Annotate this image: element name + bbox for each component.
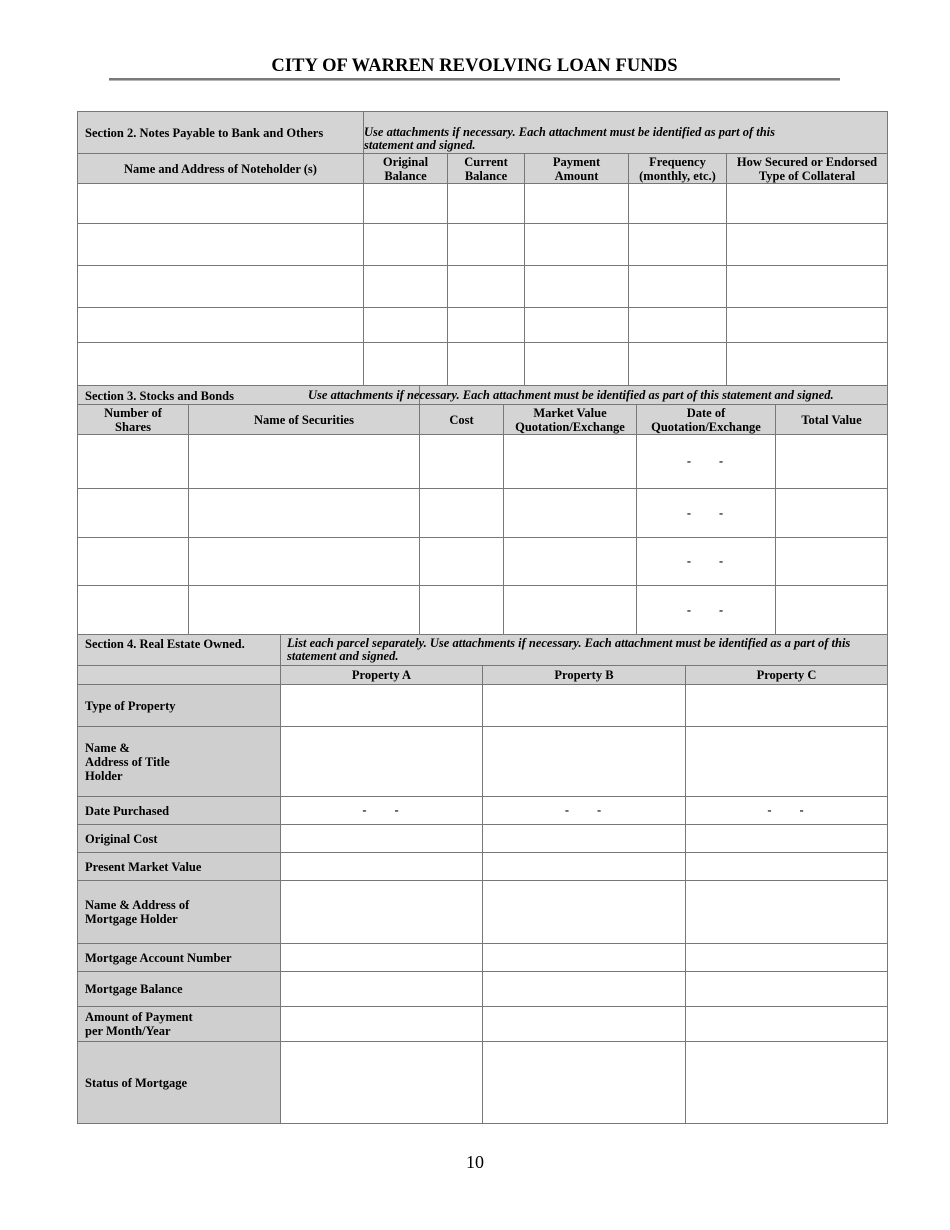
property-b-date-field[interactable]: - - <box>483 797 686 825</box>
property-a-field[interactable] <box>281 1007 483 1042</box>
cost-field[interactable] <box>420 586 504 635</box>
market-value-field[interactable] <box>504 435 637 489</box>
current-balance-field[interactable] <box>448 184 525 224</box>
original-balance-field[interactable] <box>364 308 448 343</box>
table-row <box>78 797 888 825</box>
section3-note <box>308 386 888 405</box>
row-label-title-holder: Name & Address of Title Holder <box>78 727 281 797</box>
page-title: CITY OF WARREN REVOLVING LOAN FUNDS <box>271 56 678 76</box>
property-c-date-field[interactable]: - - <box>686 797 888 825</box>
property-b-field[interactable] <box>483 944 686 972</box>
secured-field[interactable] <box>727 308 888 343</box>
payment-amount-field[interactable] <box>525 184 629 224</box>
property-a-field[interactable] <box>281 1042 483 1124</box>
frequency-field[interactable] <box>629 266 727 308</box>
market-value-field[interactable] <box>504 489 637 538</box>
market-value-field[interactable] <box>504 586 637 635</box>
date-field[interactable]: - - <box>637 586 776 635</box>
property-c-field[interactable] <box>686 1007 888 1042</box>
table-row <box>78 489 888 538</box>
property-c-field[interactable] <box>686 685 888 727</box>
row-label-date-purchased: Date Purchased <box>78 797 281 825</box>
cost-field[interactable] <box>420 489 504 538</box>
property-a-field[interactable] <box>281 853 483 881</box>
cost-field[interactable] <box>420 538 504 586</box>
cost-field[interactable] <box>420 435 504 489</box>
section4-title: Section 4. Real Estate Owned. <box>78 635 281 666</box>
row-label-status: Status of Mortgage <box>78 1042 281 1124</box>
payment-amount-field[interactable] <box>525 308 629 343</box>
property-a-field[interactable] <box>281 881 483 944</box>
property-a-field[interactable] <box>281 944 483 972</box>
securities-field[interactable] <box>189 489 420 538</box>
noteholder-field[interactable] <box>78 224 364 266</box>
property-c-field[interactable] <box>686 881 888 944</box>
current-balance-field[interactable] <box>448 266 525 308</box>
col-cost: Cost <box>420 405 504 435</box>
section2-table <box>77 111 888 386</box>
col-number-of-shares: Number of Shares <box>78 405 189 435</box>
current-balance-field[interactable] <box>448 308 525 343</box>
col-secured: How Secured or Endorsed Type of Collateral <box>727 154 888 184</box>
original-balance-field[interactable] <box>364 224 448 266</box>
frequency-field[interactable] <box>629 343 727 386</box>
market-value-field[interactable] <box>504 538 637 586</box>
date-field[interactable]: - - <box>637 538 776 586</box>
total-value-field[interactable] <box>776 489 888 538</box>
shares-field[interactable] <box>78 538 189 586</box>
row-label-market-value: Present Market Value <box>78 853 281 881</box>
col-property-a: Property A <box>281 666 483 685</box>
section2-title: Section 2. Notes Payable to Bank and Others <box>78 112 364 154</box>
property-a-field[interactable] <box>281 972 483 1007</box>
noteholder-field[interactable] <box>78 266 364 308</box>
section4-note: List each parcel separately. Use attachments if necessary. Each attachment must be identified as a part of this statement and signed. <box>281 635 888 666</box>
property-b-field[interactable] <box>483 1042 686 1124</box>
noteholder-field[interactable] <box>78 184 364 224</box>
property-c-field[interactable] <box>686 1042 888 1124</box>
property-label-spacer <box>78 666 281 685</box>
col-property-b: Property B <box>483 666 686 685</box>
property-c-field[interactable] <box>686 944 888 972</box>
row-label-mortgage-holder: Name & Address of Mortgage Holder <box>78 881 281 944</box>
property-a-field[interactable] <box>281 825 483 853</box>
property-c-field[interactable] <box>686 972 888 1007</box>
property-b-field[interactable] <box>483 727 686 797</box>
secured-field[interactable] <box>727 343 888 386</box>
table-row <box>78 1007 888 1042</box>
securities-field[interactable] <box>189 538 420 586</box>
col-original-balance: Original Balance <box>364 154 448 184</box>
table-row <box>78 972 888 1007</box>
payment-amount-field[interactable] <box>525 266 629 308</box>
property-c-field[interactable] <box>686 825 888 853</box>
current-balance-field[interactable] <box>448 224 525 266</box>
shares-field[interactable] <box>78 435 189 489</box>
page-number: 10 <box>466 1152 484 1172</box>
shares-field[interactable] <box>78 586 189 635</box>
table-row <box>78 685 888 727</box>
col-frequency: Frequency (monthly, etc.) <box>629 154 727 184</box>
row-label-type-of-property: Type of Property <box>78 685 281 727</box>
table-row <box>78 853 888 881</box>
date-field[interactable]: - - <box>637 489 776 538</box>
col-name-of-securities: Name of Securities <box>189 405 420 435</box>
row-label-account-number: Mortgage Account Number <box>78 944 281 972</box>
original-balance-field[interactable] <box>364 184 448 224</box>
total-value-field[interactable] <box>776 586 888 635</box>
frequency-field[interactable] <box>629 224 727 266</box>
frequency-field[interactable] <box>629 308 727 343</box>
title-rule <box>109 78 840 81</box>
table-row <box>78 727 888 797</box>
table-row <box>78 343 888 386</box>
section4-table <box>77 634 888 1124</box>
table-row <box>78 266 888 308</box>
table-row <box>78 944 888 972</box>
section3-title: Section 3. Stocks and Bonds <box>78 386 420 405</box>
table-row <box>78 224 888 266</box>
payment-amount-field[interactable] <box>525 343 629 386</box>
table-row <box>78 586 888 635</box>
property-b-field[interactable] <box>483 825 686 853</box>
property-b-field[interactable] <box>483 685 686 727</box>
securities-field[interactable] <box>189 435 420 489</box>
col-current-balance: Current Balance <box>448 154 525 184</box>
table-row <box>78 435 888 489</box>
col-noteholder: Name and Address of Noteholder (s) <box>78 154 364 184</box>
original-balance-field[interactable] <box>364 343 448 386</box>
table-row <box>78 881 888 944</box>
row-label-mortgage-balance: Mortgage Balance <box>78 972 281 1007</box>
total-value-field[interactable] <box>776 435 888 489</box>
noteholder-field[interactable] <box>78 308 364 343</box>
property-a-field[interactable] <box>281 685 483 727</box>
property-b-field[interactable] <box>483 881 686 944</box>
col-total-value: Total Value <box>776 405 888 435</box>
col-payment-amount: Payment Amount <box>525 154 629 184</box>
secured-field[interactable] <box>727 224 888 266</box>
date-field[interactable]: - - <box>637 435 776 489</box>
table-row <box>78 184 888 224</box>
section3-note-text: Use attachments if necessary. Each attachment must be identified as part of this statement and signed. <box>308 388 834 402</box>
col-property-c: Property C <box>686 666 888 685</box>
secured-field[interactable] <box>727 184 888 224</box>
shares-field[interactable] <box>78 489 189 538</box>
property-a-field[interactable] <box>281 727 483 797</box>
payment-amount-field[interactable] <box>525 224 629 266</box>
col-market-value: Market Value Quotation/Exchange <box>504 405 637 435</box>
securities-field[interactable] <box>189 586 420 635</box>
secured-field[interactable] <box>727 266 888 308</box>
row-label-payment-amount: Amount of Payment per Month/Year <box>78 1007 281 1042</box>
frequency-field[interactable] <box>629 184 727 224</box>
col-date-of-quotation: Date of Quotation/Exchange <box>637 405 776 435</box>
table-row <box>78 825 888 853</box>
property-b-field[interactable] <box>483 1007 686 1042</box>
noteholder-field[interactable] <box>78 343 364 386</box>
table-row <box>78 538 888 586</box>
original-balance-field[interactable] <box>364 266 448 308</box>
current-balance-field[interactable] <box>448 343 525 386</box>
property-a-date-field[interactable]: - - <box>281 797 483 825</box>
total-value-field[interactable] <box>776 538 888 586</box>
section2-note: Use attachments if necessary. Each attachment must be identified as part of this statement and signed. <box>364 112 888 154</box>
property-b-field[interactable] <box>483 972 686 1007</box>
table-row <box>78 308 888 343</box>
property-c-field[interactable] <box>686 853 888 881</box>
property-c-field[interactable] <box>686 727 888 797</box>
property-b-field[interactable] <box>483 853 686 881</box>
row-label-original-cost: Original Cost <box>78 825 281 853</box>
table-row <box>78 1042 888 1124</box>
section3-table <box>77 385 888 635</box>
